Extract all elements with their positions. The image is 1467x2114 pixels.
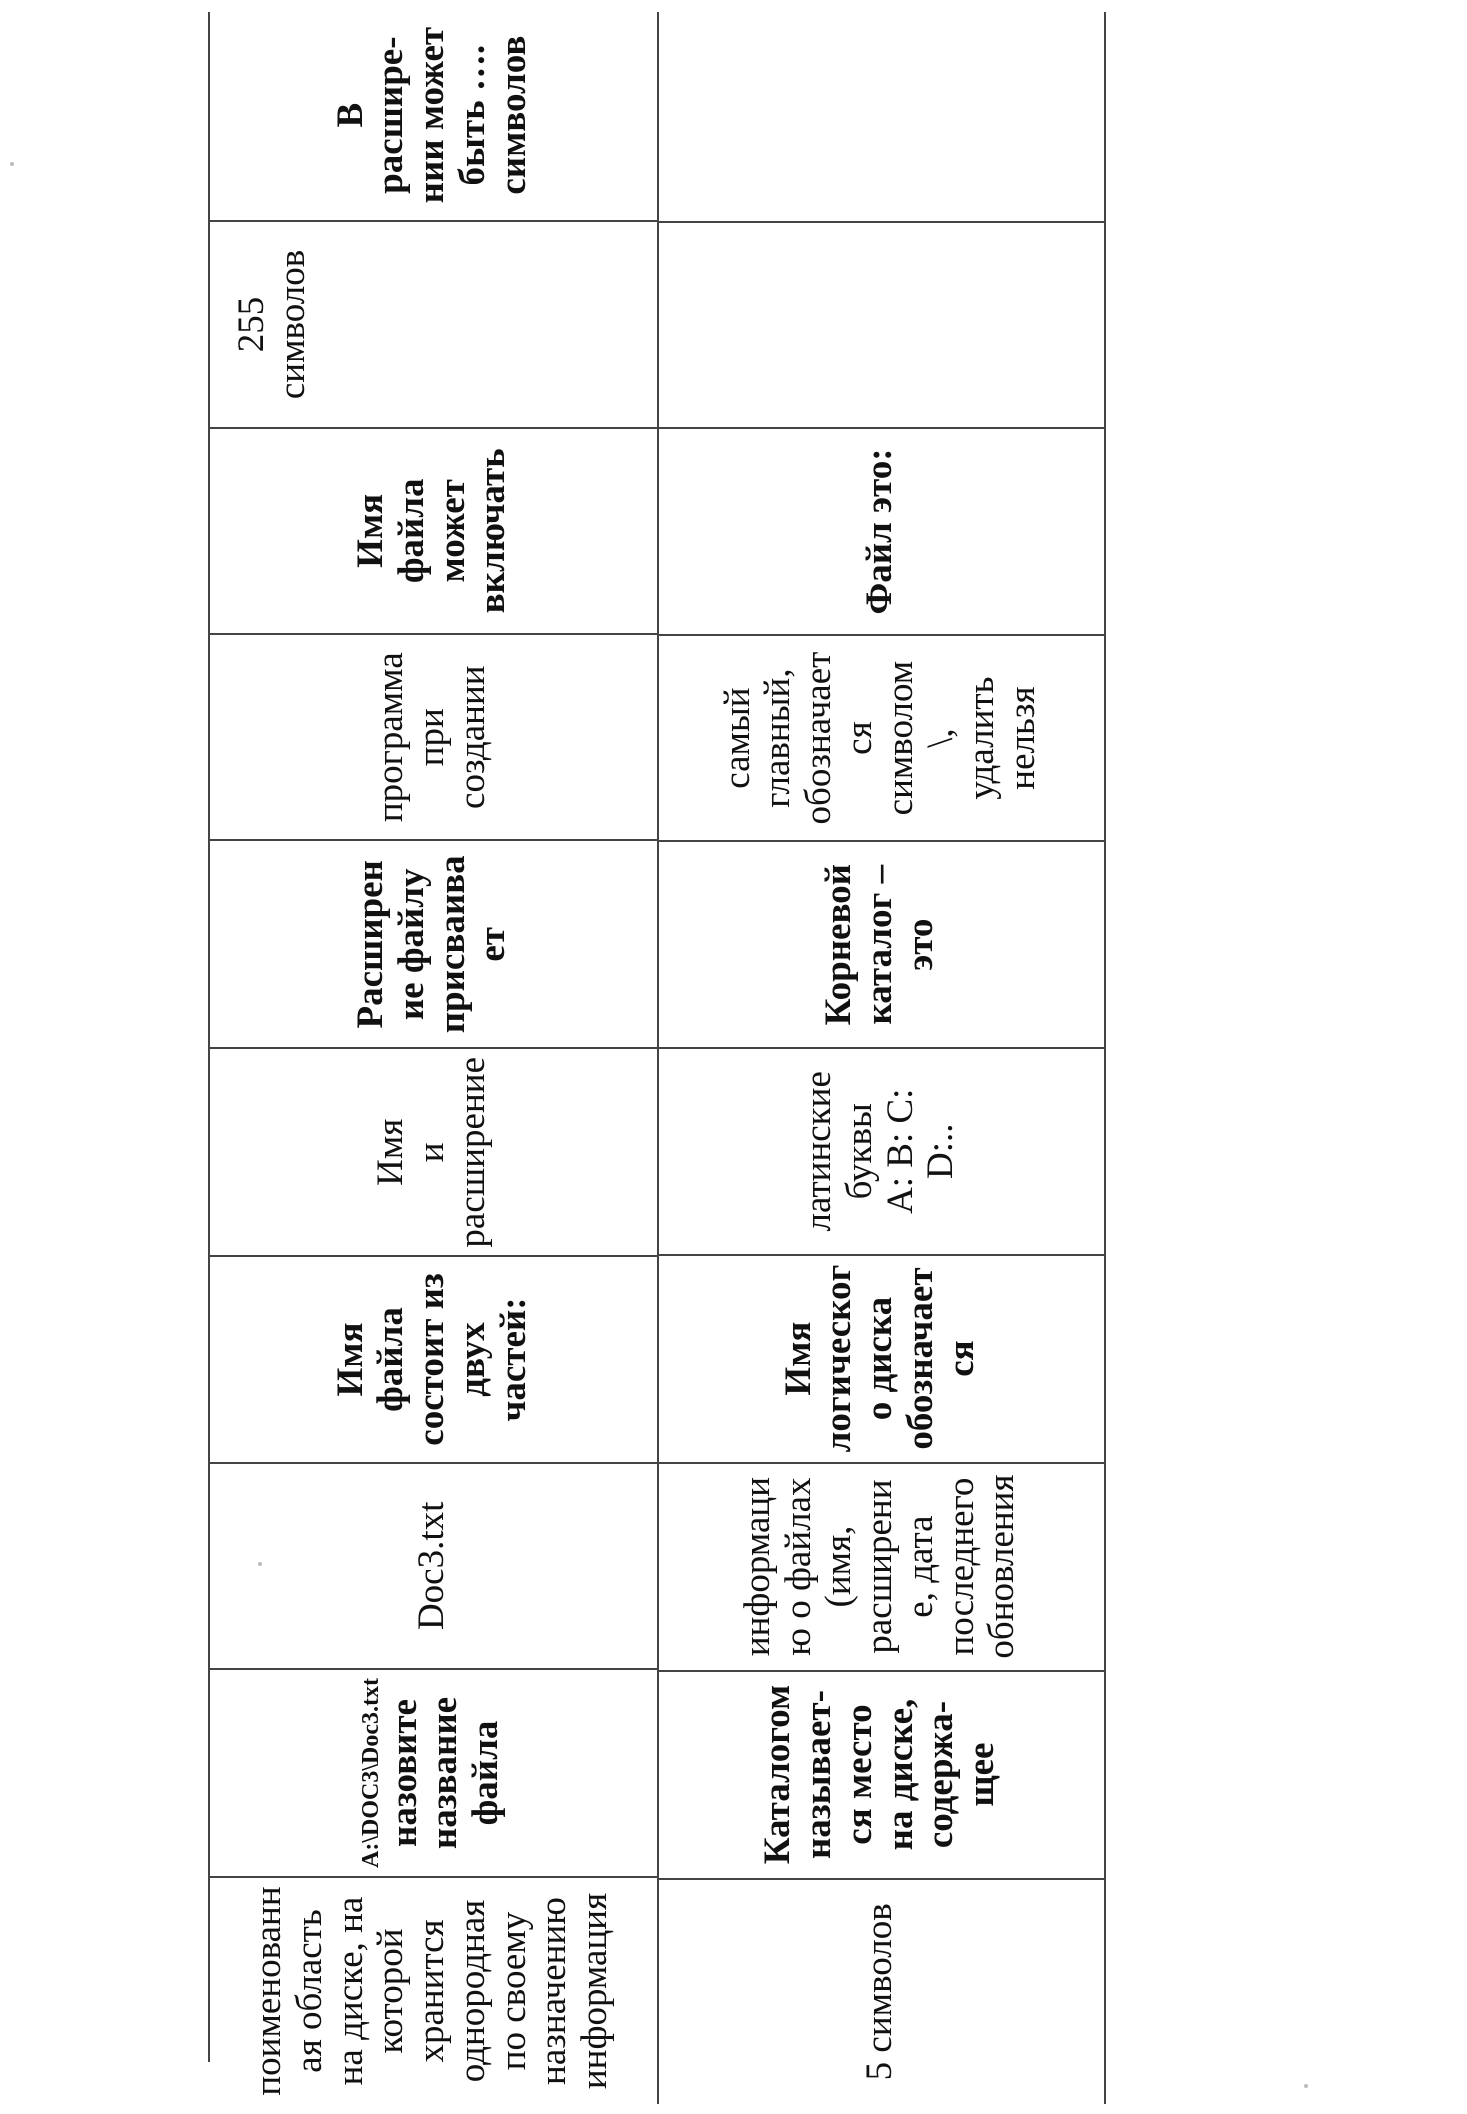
cell-catalog-answer: информаци ю о файлах (имя, расширени е, дата последнего обновления bbox=[657, 1462, 1104, 1670]
cell-empty-1 bbox=[657, 221, 1104, 428]
cell-empty-2 bbox=[657, 10, 1104, 221]
cell-doc3-answer: Doc3.txt bbox=[208, 1462, 657, 1668]
cell-latin-letters-answer: латинские буквы А: В: С: D:.. bbox=[657, 1047, 1104, 1254]
scan-speck bbox=[10, 162, 14, 166]
cell-extension-length-question: В расшире- нии может быть …. символов bbox=[329, 26, 534, 204]
cell-5-symbols-answer: 5 символов bbox=[657, 1878, 1104, 2104]
file-path: A:\DOC3\Doc3.txt bbox=[358, 1678, 385, 1868]
table-border-right bbox=[1104, 12, 1106, 2104]
cell-file-definition: поименованн ая область на диске, на которой хранится однородная по своему назначению информация bbox=[208, 1876, 657, 2104]
table-row-1 bbox=[208, 10, 657, 2104]
table-border-left bbox=[208, 12, 210, 2062]
cell-root-catalog-answer: самый главный, обозначает ся символом \, удалить нельзя bbox=[657, 634, 1104, 841]
cell-name-extension-answer: Имя и расширение bbox=[208, 1047, 657, 1255]
scan-speck bbox=[258, 1562, 262, 1566]
cell-extension-assigns-question: Расширен ие файлу присваива ет bbox=[208, 839, 657, 1047]
cell-program-answer: программа при создании bbox=[208, 633, 657, 839]
table-row-2 bbox=[657, 10, 1104, 2104]
cell-root-catalog-question: Корневой каталог – это bbox=[657, 840, 1104, 1047]
cell-name-file-question bbox=[208, 1668, 657, 1876]
table-border-middle bbox=[657, 12, 659, 2104]
cell-file-name-parts-question: Имя файла состоит из двух частей: bbox=[208, 1255, 657, 1461]
cell-logical-disk-question: Имя логическог о диска обозначает ся bbox=[657, 1254, 1104, 1462]
cell-file-is-question: Файл это: bbox=[657, 427, 1104, 634]
rotated-table bbox=[208, 10, 1104, 2104]
question-text: назовите название файла bbox=[383, 1696, 507, 1850]
cell-catalog-question: Каталогом называет- ся место на диске, содержа- щее bbox=[657, 1670, 1104, 1878]
cell-255-answer: 255 символов bbox=[208, 220, 657, 426]
cell-file-name-include-question: Имя файла может включать bbox=[208, 427, 657, 633]
scan-speck bbox=[1304, 2084, 1308, 2088]
